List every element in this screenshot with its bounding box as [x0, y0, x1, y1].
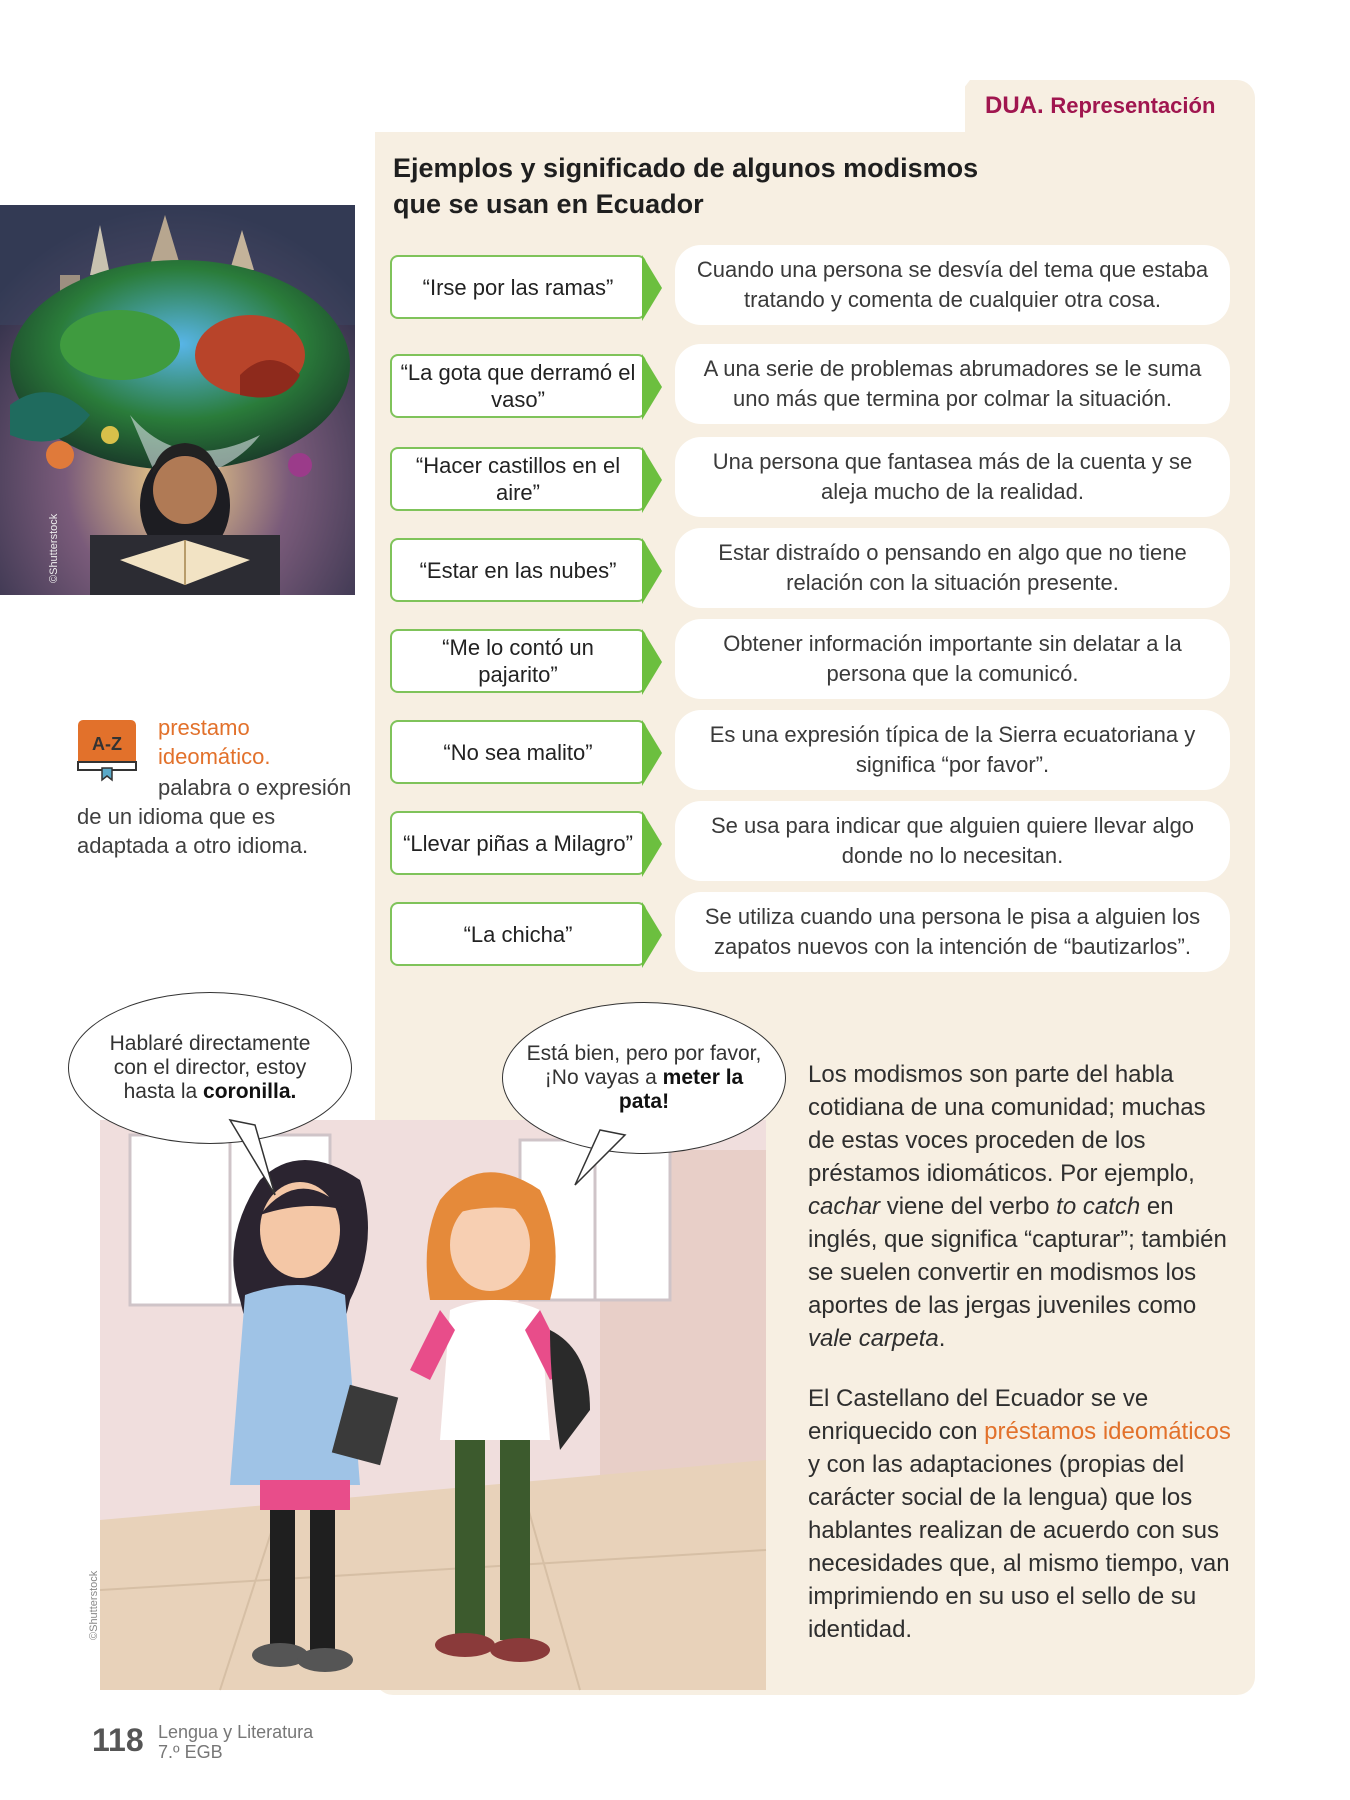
idiom-meaning: Estar distraído o pensando en algo que no tiene relación con la situación presente. [675, 528, 1230, 608]
arrow-right-icon [642, 720, 662, 786]
idiom-phrase: “Hacer castillos en el aire” [390, 447, 646, 511]
glossary-definition: palabra o expresión de un idioma que es adaptada a otro idioma. [77, 775, 352, 858]
image-credit-top: ©Shutterstock [48, 513, 60, 583]
idiom-phrase: “Estar en las nubes” [390, 538, 646, 602]
idiom-row [390, 344, 1230, 424]
section-title: Ejemplos y significado de algunos modismos que se usan en Ecuador [393, 153, 979, 219]
idiom-phrase: “Irse por las ramas” [390, 255, 646, 319]
panel-notch-corner [930, 80, 970, 132]
idiom-row [390, 710, 1230, 790]
speech-bubble-left: Hablaré directamente con el director, estoy hasta la coronilla. [68, 992, 352, 1144]
idiom-row [390, 437, 1230, 517]
footer-subject: Lengua y Literatura 7.º EGB [158, 1722, 314, 1762]
idiom-meaning: Obtener información importante sin delatar a la persona que la comunicó. [675, 619, 1230, 699]
arrow-right-icon [642, 255, 662, 321]
glossary-term: prestamo ideomático. [158, 715, 271, 769]
glossary-link: préstamos ideomáticos [984, 1418, 1231, 1445]
idiom-row [390, 619, 1230, 699]
arrow-right-icon [642, 629, 662, 695]
girls-talking-illustration [88, 1120, 766, 1690]
idiom-meaning: Se utiliza cuando una persona le pisa a alguien los zapatos nuevos con la intención de “bautizarlos”. [675, 892, 1230, 972]
idiom-meaning: Una persona que fantasea más de la cuenta y se aleja mucho de la realidad. [675, 437, 1230, 517]
arrow-right-icon [642, 354, 662, 420]
fantasy-reading-illustration [0, 205, 355, 595]
speech-bubble-right: Está bien, pero por favor, ¡No vayas a meter la pata! [502, 1002, 786, 1154]
idiom-phrase: “Me lo contó un pajarito” [390, 629, 646, 693]
arrow-right-icon [642, 447, 662, 513]
idiom-phrase: “La chicha” [390, 902, 646, 966]
arrow-right-icon [642, 811, 662, 877]
idiom-phrase: “La gota que derramó el vaso” [390, 354, 646, 418]
panel-notch [375, 80, 965, 132]
idiom-meaning: Es una expresión típica de la Sierra ecuatoriana y significa “por favor”. [675, 710, 1230, 790]
idiom-row [390, 528, 1230, 608]
svg-text:A-Z: A-Z [92, 734, 122, 754]
idiom-meaning: A una serie de problemas abrumadores se le suma uno más que termina por colmar la situación. [675, 344, 1230, 424]
idiom-phrase: “No sea malito” [390, 720, 646, 784]
idiom-row [390, 245, 1230, 325]
arrow-right-icon [642, 902, 662, 968]
speech-bubble-right-tail [570, 1130, 630, 1190]
speech-bubble-left-tail [225, 1120, 285, 1200]
idiom-meaning: Cuando una persona se desvía del tema que estaba tratando y comenta de cualquier otra cosa. [675, 245, 1230, 325]
idiom-phrase: “Llevar piñas a Milagro” [390, 811, 646, 875]
idiom-meaning: Se usa para indicar que alguien quiere llevar algo donde no lo necesitan. [675, 801, 1230, 881]
dua-label: DUA. Representación [985, 92, 1216, 119]
paragraph-castellano: El Castellano del Ecuador se ve enriquecido con préstamos ideomáticos y con las adaptaciones (propias del carácter social de la lengua) que los hablantes realizan de acuerdo con sus necesidades que, al mismo tiempo, van imprimiendo en su uso el sello de su identidad. [808, 1385, 1231, 1643]
idiom-row [390, 892, 1230, 972]
arrow-right-icon [642, 538, 662, 604]
page-number: 118 [92, 1722, 144, 1758]
paragraph-modismos: Los modismos son parte del habla cotidiana de una comunidad; muchas de estas voces proceden de los préstamos idiomáticos. Por ejemplo, cachar viene del verbo to catch en inglés, que significa “capturar”; también se suelen convertir en modismos los aportes de las jergas juveniles como vale carpeta. [808, 1061, 1227, 1352]
image-credit-bottom: ©Shutterstock [88, 1570, 100, 1640]
idiom-row [390, 801, 1230, 881]
